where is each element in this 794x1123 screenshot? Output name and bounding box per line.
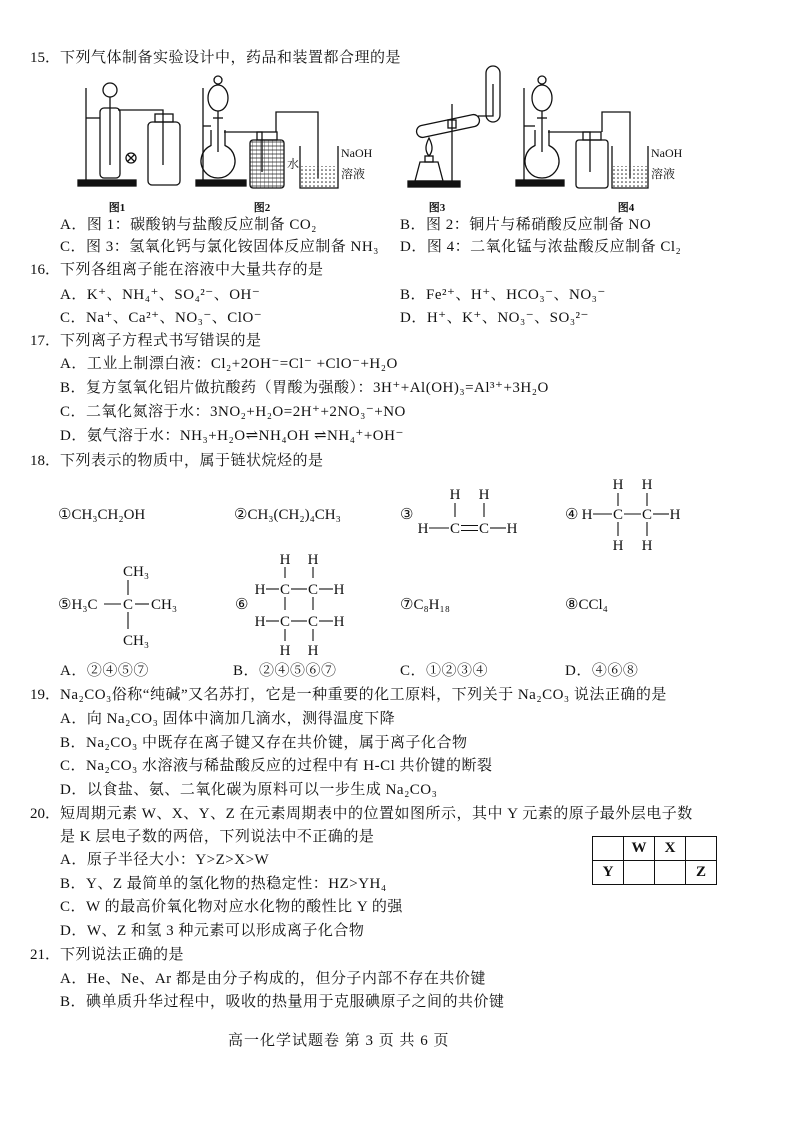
q17-number: 17． [30, 333, 61, 349]
structure-6-atom: H [279, 552, 291, 568]
periodic-table-fragment [592, 836, 717, 885]
q19-option-d: D．以食盐、氨、二氧化碳为原料可以一步生成 Na₂CO₃ [60, 782, 438, 798]
periodic-table-cell: Y [593, 861, 624, 885]
q16-option-b: B．Fe²⁺、H⁺、HCO₃⁻、NO₃⁻ [400, 287, 606, 303]
periodic-table-cell [593, 837, 624, 861]
structure-5-center: C [122, 597, 134, 613]
q20-option-a: A．原子半径大小：Y>Z>X>W [60, 852, 270, 868]
fig2-funnel-stopper [214, 76, 222, 84]
q20-stem-line2: 是 K 层电子数的两倍，下列说法中不正确的是 [60, 829, 375, 845]
q15-number: 15． [30, 50, 61, 66]
q17-option-d: D．氨气溶于水：NH₃+H₂O⇌NH₄OH ⇌NH₄⁺+OH⁻ [60, 428, 404, 444]
structure-6-atom: H [333, 614, 345, 630]
periodic-table-cell [624, 861, 655, 885]
structure-1: ①CH₃CH₂OH [58, 507, 146, 523]
fig2-caption: 图2 [253, 202, 271, 214]
structure-2: ②CH₃(CH₂)₄CH₃ [234, 507, 341, 523]
q16-option-c: C．Na⁺、Ca²⁺、NO₃⁻、ClO⁻ [60, 310, 263, 326]
fig3-alcohol-lamp [415, 162, 443, 181]
fig1-clip-symbol [126, 153, 136, 163]
fig4-delivery-tube [548, 132, 590, 172]
q19-number: 19． [30, 687, 61, 703]
q18-number: 18． [30, 453, 61, 469]
q17-stem [30, 331, 262, 351]
fig2-stand-base [196, 180, 246, 186]
q19-option-c: C．Na₂CO₃ 水溶液与稀盐酸反应的过程中有 H-Cl 共价键的断裂 [60, 758, 493, 774]
fig1-collection-bottle [148, 122, 180, 185]
structure-4-atom: H [641, 477, 653, 493]
structure-5-right: CH₃ [151, 597, 178, 613]
structure-6-number: ⑥ [235, 597, 249, 613]
structure-6-atom: H [279, 643, 291, 659]
fig1-stand-base [78, 180, 136, 186]
q20-stem-text: 短周期元素 W、X、Y、Z 在元素周期表中的位置如图所示，其中 Y 元素的原子最外层电子数 [60, 806, 693, 822]
fig1-caption: 图1 [108, 202, 126, 214]
q21-option-b: B．碘单质升华过程中，吸收的热量用于克服碘原子之间的共价键 [60, 994, 505, 1010]
fig4-stand-base [516, 180, 564, 186]
structure-5-top: CH₃ [123, 564, 150, 580]
structure-4-atom: C [641, 507, 653, 523]
q15-stem-text: 下列气体制备实验设计中，药品和装置都合理的是 [60, 50, 402, 66]
structure-3-atom: H [506, 521, 518, 537]
q18-option-a: A．②④⑤⑦ [60, 663, 149, 679]
fig2-wash-bottle [250, 140, 284, 188]
fig1-delivery-tube [118, 110, 163, 165]
structure-5-left: ⑤H₃C [58, 597, 98, 613]
q15-option-a: A．图 1：碳酸钠与盐酸反应制备 CO₂ [60, 217, 317, 233]
structure-4-atom: H [581, 507, 593, 523]
structure-4-atom: H [612, 477, 624, 493]
structure-4-number: ④ [565, 507, 579, 523]
structure-6-atom: C [307, 614, 319, 630]
q21-stem [30, 945, 184, 965]
page-footer: 高一化学试题卷 第 3 页 共 6 页 [228, 1033, 450, 1049]
structure-8: ⑧CCl₄ [565, 597, 608, 613]
q17-stem-text: 下列离子方程式书写错误的是 [60, 333, 262, 349]
periodic-table-cell [686, 837, 717, 861]
q21-stem-text: 下列说法正确的是 [60, 947, 185, 963]
structure-6-atom: H [254, 582, 266, 598]
figure-1-apparatus [78, 83, 180, 186]
fig4-naoh-label: NaOH [651, 146, 683, 160]
q18-option-d: D．④⑥⑧ [565, 663, 639, 679]
periodic-table-cell: W [624, 837, 655, 861]
fig2-wash-bottle-neck [257, 132, 277, 140]
q17-option-b: B．复方氢氧化铝片做抗酸药（胃酸为强酸）：3H⁺+Al(OH)₃=Al³⁺+3H₂O [60, 380, 549, 396]
q20-option-c: C．W 的最高价氧化物对应水化物的酸性比 Y 的强 [60, 899, 403, 915]
figure-2-apparatus [196, 76, 338, 188]
q19-stem-text: Na₂CO₃俗称“纯碱”又名苏打，它是一种重要的化工原料，下列关于 Na₂CO₃ 说法正确的是 [60, 687, 667, 703]
structure-4-atom: C [612, 507, 624, 523]
q20-option-b: B．Y、Z 最简单的氢化物的热稳定性：HZ>YH₄ [60, 876, 387, 892]
fig4-funnel-stopper [538, 76, 546, 84]
fig3-stand-base [408, 181, 460, 187]
q16-number: 16． [30, 262, 61, 278]
q18-structure-formulas [0, 470, 794, 660]
fig4-bottle-neck [583, 132, 601, 140]
structure-6-atom: H [307, 552, 319, 568]
structure-6-atom: C [307, 582, 319, 598]
fig2-solution-label: 溶液 [341, 167, 366, 181]
q21-number: 21． [30, 947, 61, 963]
q15-option-d: D．图 4：二氧化锰与浓盐酸反应制备 Cl₂ [400, 239, 682, 255]
structure-6-atom: H [307, 643, 319, 659]
q18-option-b: B．②④⑤⑥⑦ [233, 663, 337, 679]
fig4-separatory-funnel [532, 85, 552, 111]
fig1-funnel-bulb [103, 83, 117, 97]
periodic-table-cell [655, 861, 686, 885]
q18-option-c: C．①②③④ [400, 663, 489, 679]
q20-option-d: D．W、Z 和氢 3 种元素可以形成离子化合物 [60, 923, 365, 939]
structure-3-atom: C [449, 521, 461, 537]
q16-option-d: D．H⁺、K⁺、NO₃⁻、SO₃²⁻ [400, 310, 589, 326]
q15-option-b: B．图 2：铜片与稀硝酸反应制备 NO [400, 217, 652, 233]
fig2-separatory-funnel [208, 85, 228, 111]
q18-stem-text: 下列表示的物质中，属于链状烷烃的是 [60, 453, 324, 469]
structure-4-atom: H [641, 538, 653, 554]
fig4-caption: 图4 [617, 202, 635, 214]
fig2-beaker-liquid [301, 166, 337, 187]
q19-option-b: B．Na₂CO₃ 中既存在离子键又存在共价键，属于离子化合物 [60, 735, 468, 751]
q17-option-a: A．工业上制漂白液：Cl₂+2OH⁻=Cl⁻ +ClO⁻+H₂O [60, 356, 398, 372]
q21-option-a: A．He、Ne、Ar 都是由分子构成的，但分子内部不存在共价键 [60, 971, 486, 987]
q19-option-a: A．向 Na₂CO₃ 固体中滴加几滴水，测得温度下降 [60, 711, 396, 727]
fig4-beaker-liquid [613, 166, 647, 187]
q15-option-c: C．图 3：氢氧化钙与氯化铵固体反应制备 NH₃ [60, 239, 379, 255]
structure-6-atom: H [333, 582, 345, 598]
structure-5-bottom: CH₃ [123, 633, 150, 649]
structure-4-atom: H [612, 538, 624, 554]
periodic-table-cell: Z [686, 861, 717, 885]
q18-stem [30, 451, 324, 471]
structure-7: ⑦C₈H₁₈ [400, 597, 450, 613]
structure-6-atom: H [254, 614, 266, 630]
structure-3-atom: H [417, 521, 429, 537]
q16-stem-text: 下列各组离子能在溶液中大量共存的是 [60, 262, 324, 278]
fig3-flame [426, 138, 432, 156]
fig2-naoh-label: NaOH [341, 146, 373, 160]
periodic-table-row [593, 837, 717, 861]
q16-stem [30, 260, 324, 280]
q19-stem [30, 685, 667, 705]
structure-6-atom: C [279, 582, 291, 598]
structure-6-atom: C [279, 614, 291, 630]
fig2-water-label: 水 [287, 157, 300, 171]
q16-option-a: A．K⁺、NH₄⁺、SO₄²⁻、OH⁻ [60, 287, 261, 303]
figure-4-apparatus [516, 76, 648, 188]
q20-stem [30, 804, 693, 824]
q20-number: 20． [30, 806, 61, 822]
q17-option-c: C．二氧化氮溶于水：3NO₂+H₂O=2H⁺+2NO₃⁻+NO [60, 404, 406, 420]
periodic-table-cell: X [655, 837, 686, 861]
periodic-table-row [593, 861, 717, 885]
fig1-bottle-neck [155, 114, 173, 122]
fig3-caption: 图3 [428, 202, 446, 214]
structure-3-atom: H [478, 487, 490, 503]
structure-4-atom: H [669, 507, 681, 523]
q15-apparatus-figures [0, 60, 794, 215]
figure-3-apparatus [408, 66, 500, 187]
structure-3-number: ③ [400, 507, 414, 523]
fig4-solution-label: 溶液 [651, 167, 676, 181]
structure-3-atom: C [478, 521, 490, 537]
fig4-collection-bottle [576, 140, 608, 188]
structure-3-atom: H [449, 487, 461, 503]
